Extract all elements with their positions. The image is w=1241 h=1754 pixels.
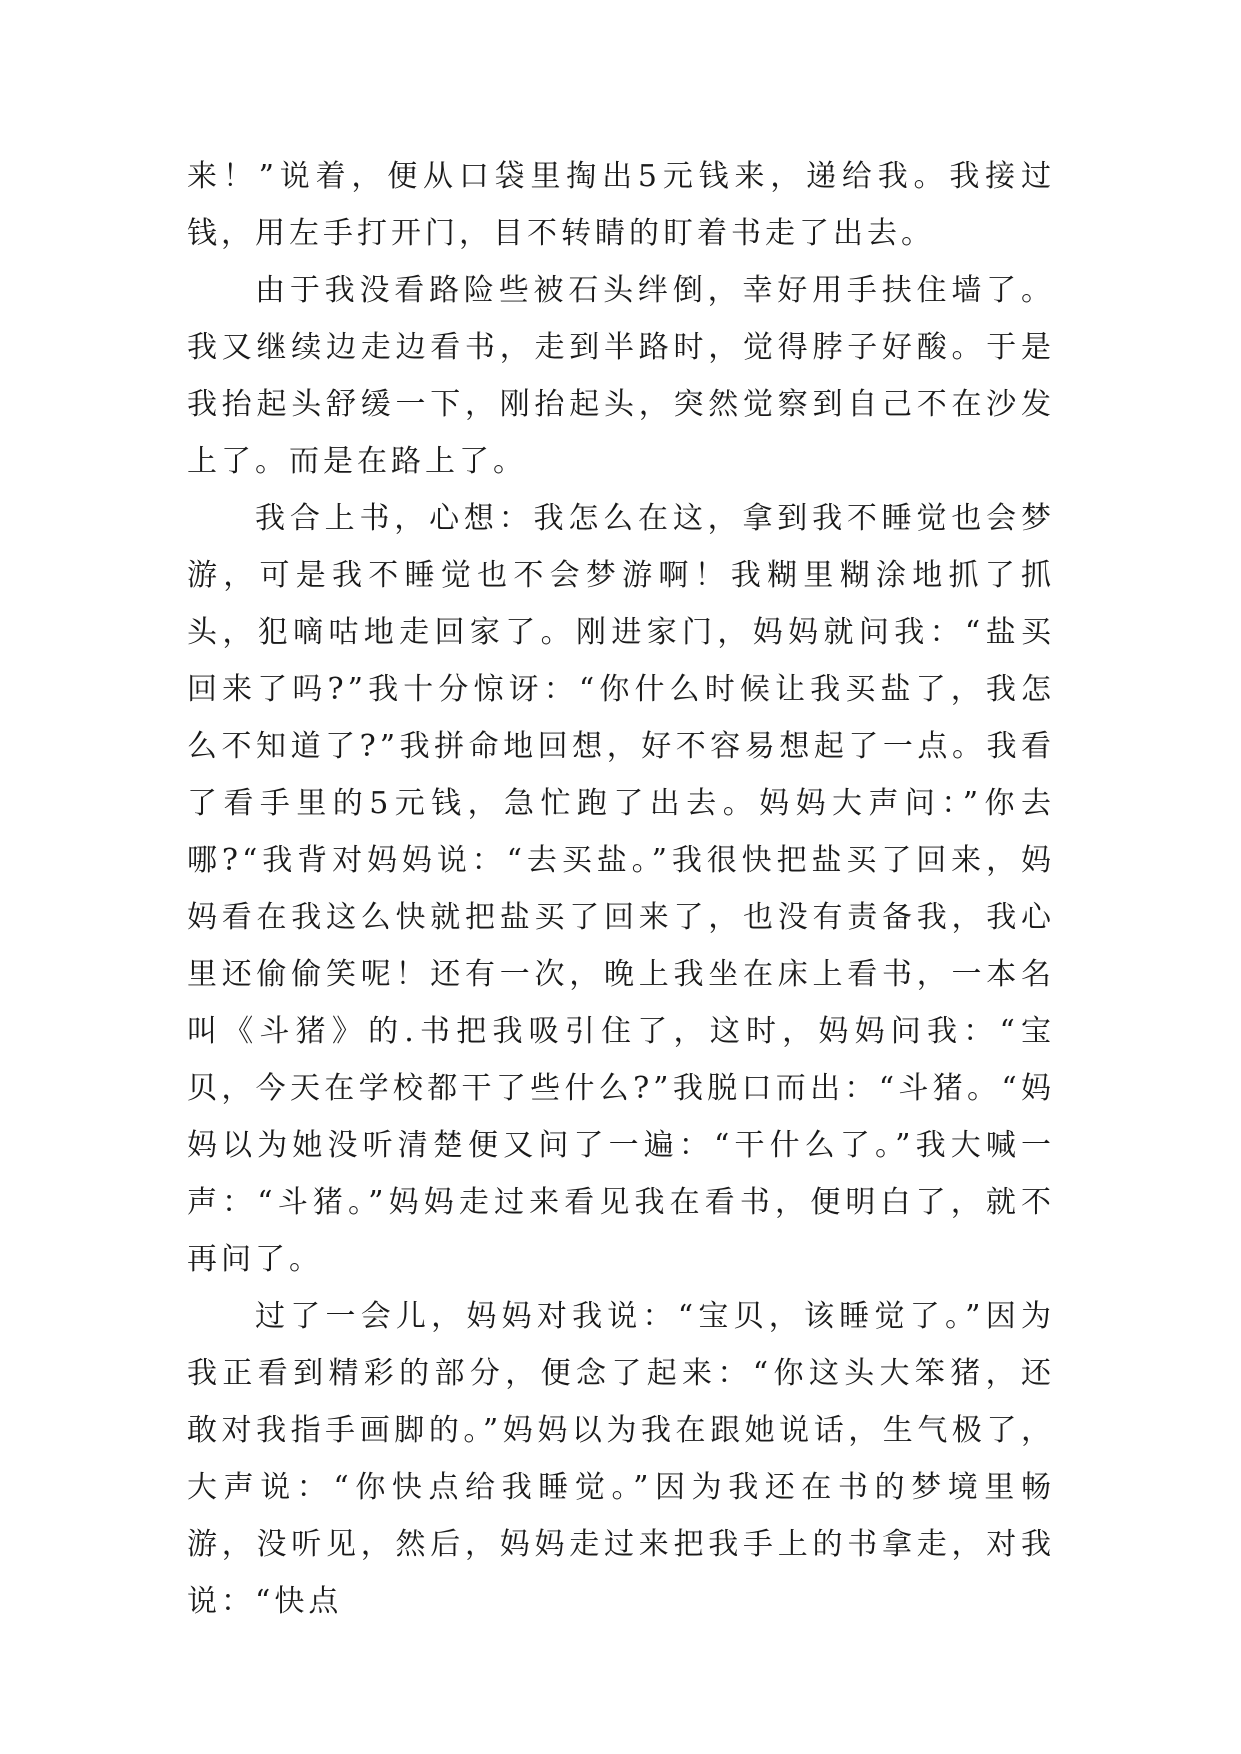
paragraph-1: 来！”说着，便从口袋里掏出5元钱来，递给我。我接过钱，用左手打开门，目不转睛的盯着书走了出去。 [187, 159, 1055, 251]
document-body [187, 148, 1055, 1630]
paragraph-4: 过了一会儿，妈妈对我说：“宝贝，该睡觉了。”因为我正看到精彩的部分，便念了起来：“你这头大笨猪，还敢对我指手画脚的。”妈妈以为我在跟她说话，生气极了，大声说：“你快点给我睡觉。”因为我还在书的梦境里畅游，没听见，然后，妈妈走过来把我手上的书拿走，对我说：“快点 [187, 1299, 1055, 1619]
paragraph-2: 由于我没看路险些被石头绊倒，幸好用手扶住墙了。我又继续边走边看书，走到半路时，觉得脖子好酸。于是我抬起头舒缓一下，刚抬起头，突然觉察到自己不在沙发上了。而是在路上了。 [187, 273, 1055, 479]
paragraph-3: 我合上书，心想：我怎么在这，拿到我不睡觉也会梦游，可是我不睡觉也不会梦游啊！我糊里糊涂地抓了抓头，犯嘀咕地走回家了。刚进家门，妈妈就问我：“盐买回来了吗?”我十分惊讶：“你什么时候让我买盐了，我怎么不知道了?”我拼命地回想，好不容易想起了一点。我看了看手里的5元钱，急忙跑了出去。妈妈大声问：”你去哪?“我背对妈妈说：“去买盐。”我很快把盐买了回来，妈妈看在我这么快就把盐买了回来了，也没有责备我，我心里还偷偷笑呢！还有一次，晚上我坐在床上看书，一本名叫《斗猪》的.书把我吸引住了，这时，妈妈问我：“宝贝，今天在学校都干了些什么?”我脱口而出：“斗猪。“妈妈以为她没听清楚便又问了一遍：“干什么了。”我大喊一声：“斗猪。”妈妈走过来看见我在看书，便明白了，就不再问了。 [187, 501, 1055, 1277]
